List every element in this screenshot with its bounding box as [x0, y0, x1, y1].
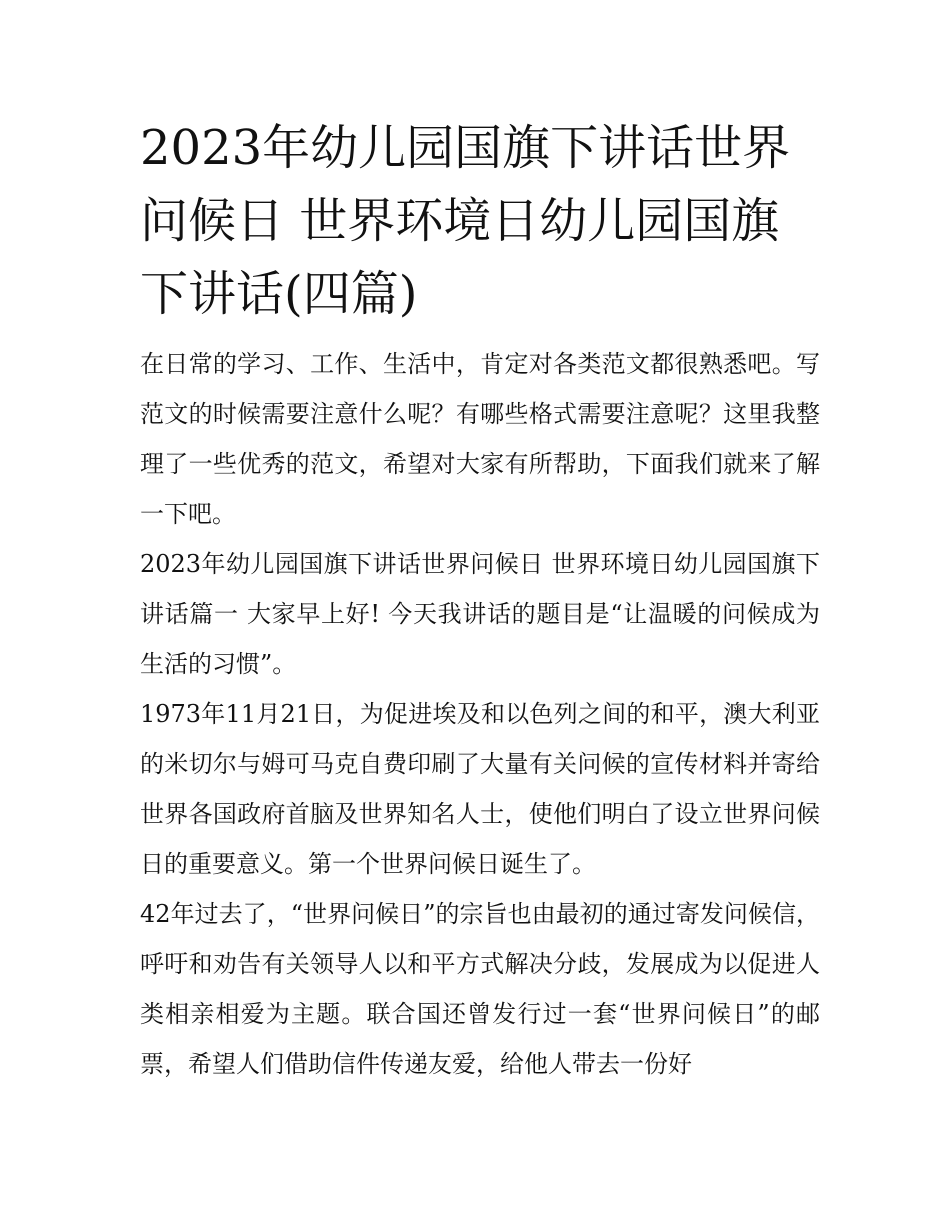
paragraph-speech-heading: 2023年幼儿园国旗下讲话世界问候日 世界环境日幼儿园国旗下讲话篇一 大家早上好! 今天我讲话的题目是“让温暖的问候成为生活的习惯”。 [140, 550, 820, 678]
document-body [140, 112, 820, 1089]
document-title: 2023年幼儿园国旗下讲话世界问候日 世界环境日幼儿园国旗下讲话(四篇) [140, 120, 791, 322]
paragraph-intro: 在日常的学习、工作、生活中，肯定对各类范文都很熟悉吧。写范文的时候需要注意什么呢？有哪些格式需要注意呢？这里我整理了一些优秀的范文，希望对大家有所帮助，下面我们就来了解一下吧。 [140, 350, 820, 528]
paragraph-history: 1973年11月21日，为促进埃及和以色列之间的和平，澳大利亚的米切尔与姆可马克自费印刷了大量有关问候的宣传材料并寄给世界各国政府首脑及世界知名人士，使他们明白了设立世界问候日的重要意义。第一个世界问候日诞生了。 [140, 700, 820, 878]
paragraph-purpose: 42年过去了，“世界问候日”的宗旨也由最初的通过寄发问候信，呼吁和劝告有关领导人以和平方式解决分歧，发展成为以促进人类相亲相爱为主题。联合国还曾发行过一套“世界问候日”的邮票，希望人们借助信件传递友爱，给他人带去一份好 [140, 900, 820, 1078]
